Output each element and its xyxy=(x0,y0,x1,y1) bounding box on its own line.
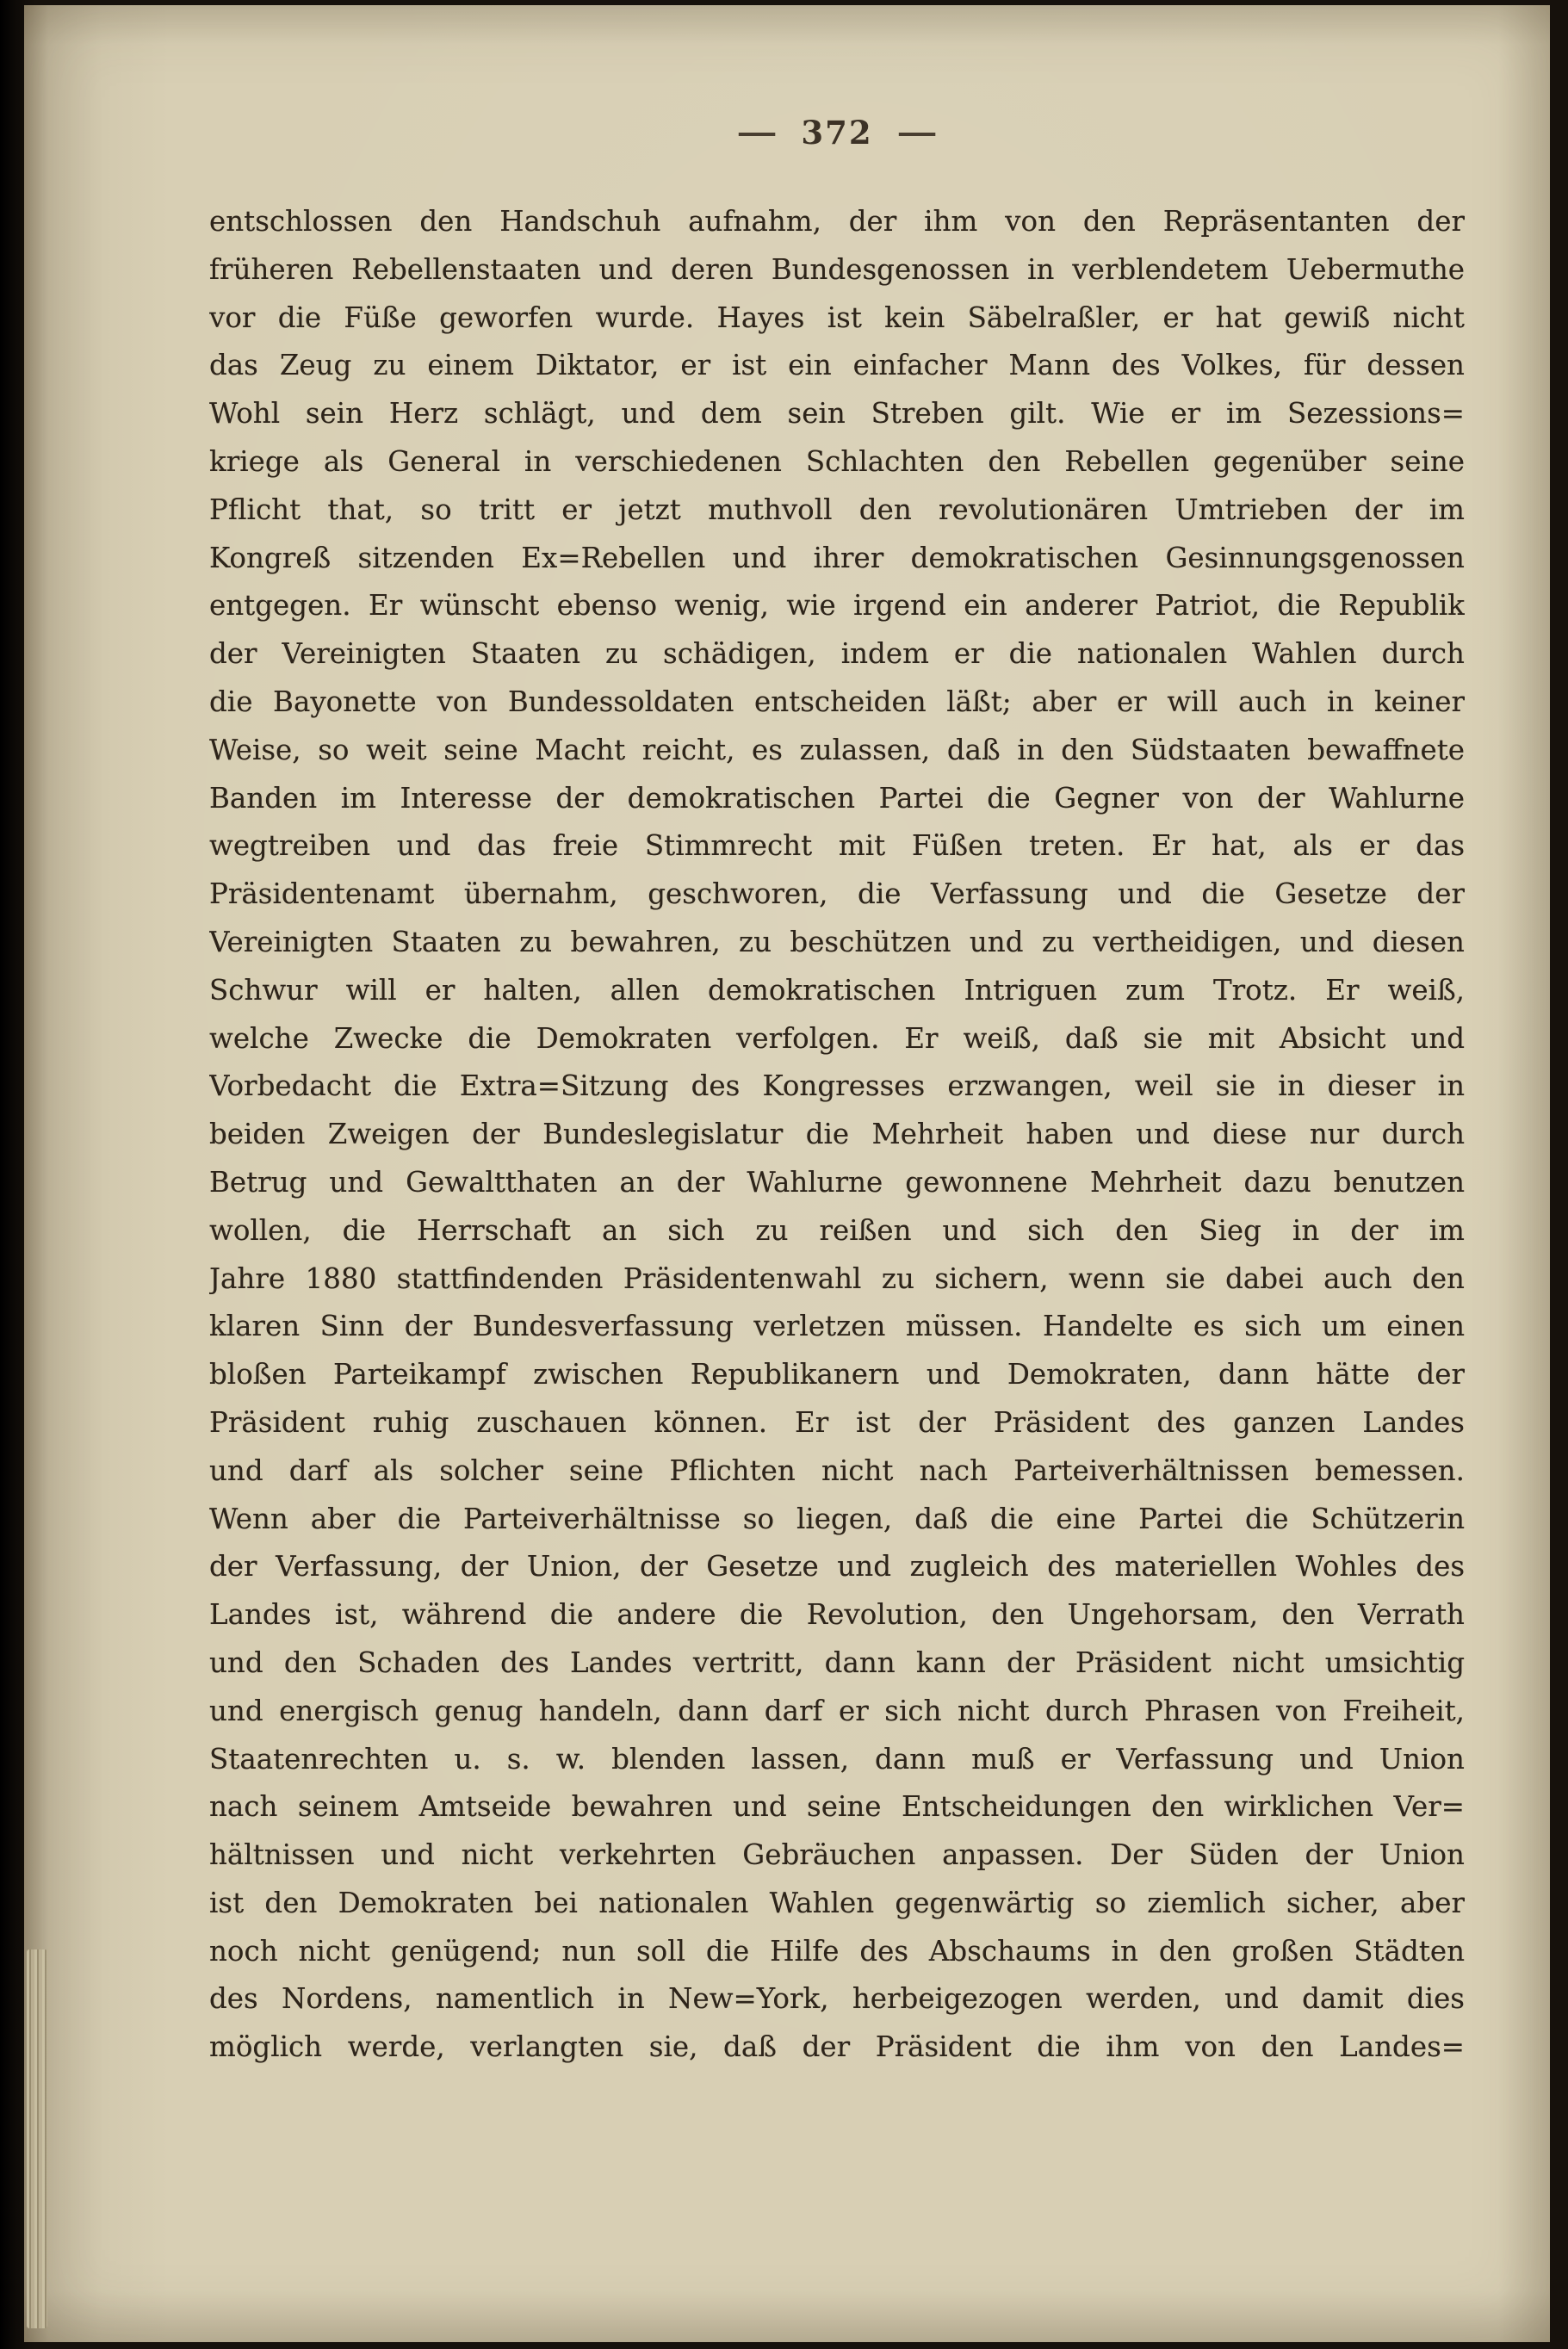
text-line: Vorbedacht die Extra=Sitzung des Kongresses erzwangen, weil sie in dieser in xyxy=(209,1069,1465,1103)
text-line: wegtreiben und das freie Stimmrecht mit Füßen treten. Er hat, als er das xyxy=(209,829,1465,863)
text-line: Banden im Interesse der demokratischen Partei die Gegner von der Wahlurne xyxy=(209,781,1465,815)
text-line: kriege als General in verschiedenen Schlachten den Rebellen gegenüber seine xyxy=(209,444,1465,478)
text-line: früheren Rebellenstaaten und deren Bundesgenossen in verblendetem Uebermuthe xyxy=(209,252,1465,286)
text-line: der Verfassung, der Union, der Gesetze und zugleich des materiellen Wohles des xyxy=(209,1550,1465,1584)
text-line: bloßen Parteikampf zwischen Republikanern und Demokraten, dann hätte der xyxy=(209,1358,1465,1391)
page-number: 372 xyxy=(801,114,873,152)
header-dash-left: — xyxy=(736,115,778,150)
text-line: Schwur will er halten, allen demokratischen Intriguen zum Trotz. Er weiß, xyxy=(209,973,1465,1007)
text-line: Präsidentenamt übernahm, geschworen, die Verfassung und die Gesetze der xyxy=(209,877,1465,911)
text-line: des Nordens, namentlich in New=York, herbeigezogen werden, und damit dies xyxy=(209,1982,1465,2016)
text-line: Landes ist, während die andere die Revolution, den Ungehorsam, den Verrath xyxy=(209,1598,1465,1632)
header-dash-right: — xyxy=(896,115,938,150)
body-text xyxy=(209,198,1465,2072)
text-line: entgegen. Er wünscht ebenso wenig, wie irgend ein anderer Patriot, die Republik xyxy=(209,589,1465,623)
text-line: und darf als solcher seine Pflichten nicht nach Parteiverhältnissen bemessen. xyxy=(209,1453,1465,1487)
text-line: Kongreß sitzenden Ex=Rebellen und ihrer demokratischen Gesinnungsgenossen xyxy=(209,541,1465,574)
page-stack-edges xyxy=(27,1949,47,2328)
text-line: Jahre 1880 stattfindenden Präsidentenwahl zu sichern, wenn sie dabei auch den xyxy=(209,1261,1465,1295)
text-line: der Vereinigten Staaten zu schädigen, indem er die nationalen Wahlen durch xyxy=(209,637,1465,671)
text-line: Betrug und Gewaltthaten an der Wahlurne gewonnene Mehrheit dazu benutzen xyxy=(209,1165,1465,1199)
text-line: nach seinem Amtseide bewahren und seine Entscheidungen den wirklichen Ver= xyxy=(209,1790,1465,1824)
text-line: Wohl sein Herz schlägt, und dem sein Streben gilt. Wie er im Sezessions= xyxy=(209,397,1465,431)
text-line: und den Schaden des Landes vertritt, dann kann der Präsident nicht umsichtig xyxy=(209,1646,1465,1679)
paper-page xyxy=(24,5,1550,2342)
text-line: das Zeug zu einem Diktator, er ist ein einfacher Mann des Volkes, für dessen xyxy=(209,349,1465,382)
text-line: Wenn aber die Parteiverhältnisse so liegen, daß die eine Partei die Schützerin xyxy=(209,1502,1465,1535)
text-line: entschlossen den Handschuh aufnahm, der ihm von den Repräsentanten der xyxy=(209,205,1465,238)
text-line: Weise, so weit seine Macht reicht, es zulassen, daß in den Südstaaten bewaffnete xyxy=(209,733,1465,766)
text-line: ist den Demokraten bei nationalen Wahlen gegenwärtig so ziemlich sicher, aber xyxy=(209,1886,1465,1919)
text-line: Staatenrechten u. s. w. blenden lassen, dann muß er Verfassung und Union xyxy=(209,1742,1465,1776)
text-line: beiden Zweigen der Bundeslegislatur die Mehrheit haben und diese nur durch xyxy=(209,1118,1465,1151)
text-line: hältnissen und nicht verkehrten Gebräuchen anpassen. Der Süden der Union xyxy=(209,1838,1465,1872)
text-line: welche Zwecke die Demokraten verfolgen. Er weiß, daß sie mit Absicht und xyxy=(209,1021,1465,1055)
page-header xyxy=(209,114,1465,152)
text-line: Pflicht that, so tritt er jetzt muthvoll den revolutionären Umtrieben der im xyxy=(209,493,1465,526)
text-line: noch nicht genügend; nun soll die Hilfe des Abschaums in den großen Städten xyxy=(209,1934,1465,1968)
text-line: Präsident ruhig zuschauen können. Er ist der Präsident des ganzen Landes xyxy=(209,1405,1465,1439)
text-line: und energisch genug handeln, dann darf er sich nicht durch Phrasen von Freiheit, xyxy=(209,1694,1465,1727)
text-line: wollen, die Herrschaft an sich zu reißen und sich den Sieg in der im xyxy=(209,1213,1465,1247)
text-line: die Bayonette von Bundessoldaten entscheiden läßt; aber er will auch in keiner xyxy=(209,685,1465,718)
text-line: Vereinigten Staaten zu bewahren, zu beschützen und zu vertheidigen, und diesen xyxy=(209,925,1465,958)
text-line: klaren Sinn der Bundesverfassung verletzen müssen. Handelte es sich um einen xyxy=(209,1310,1465,1343)
text-line: möglich werde, verlangten sie, daß der Präsident die ihm von den Landes= xyxy=(209,2030,1465,2064)
text-line: vor die Füße geworfen wurde. Hayes ist kein Säbelraßler, er hat gewiß nicht xyxy=(209,301,1465,334)
